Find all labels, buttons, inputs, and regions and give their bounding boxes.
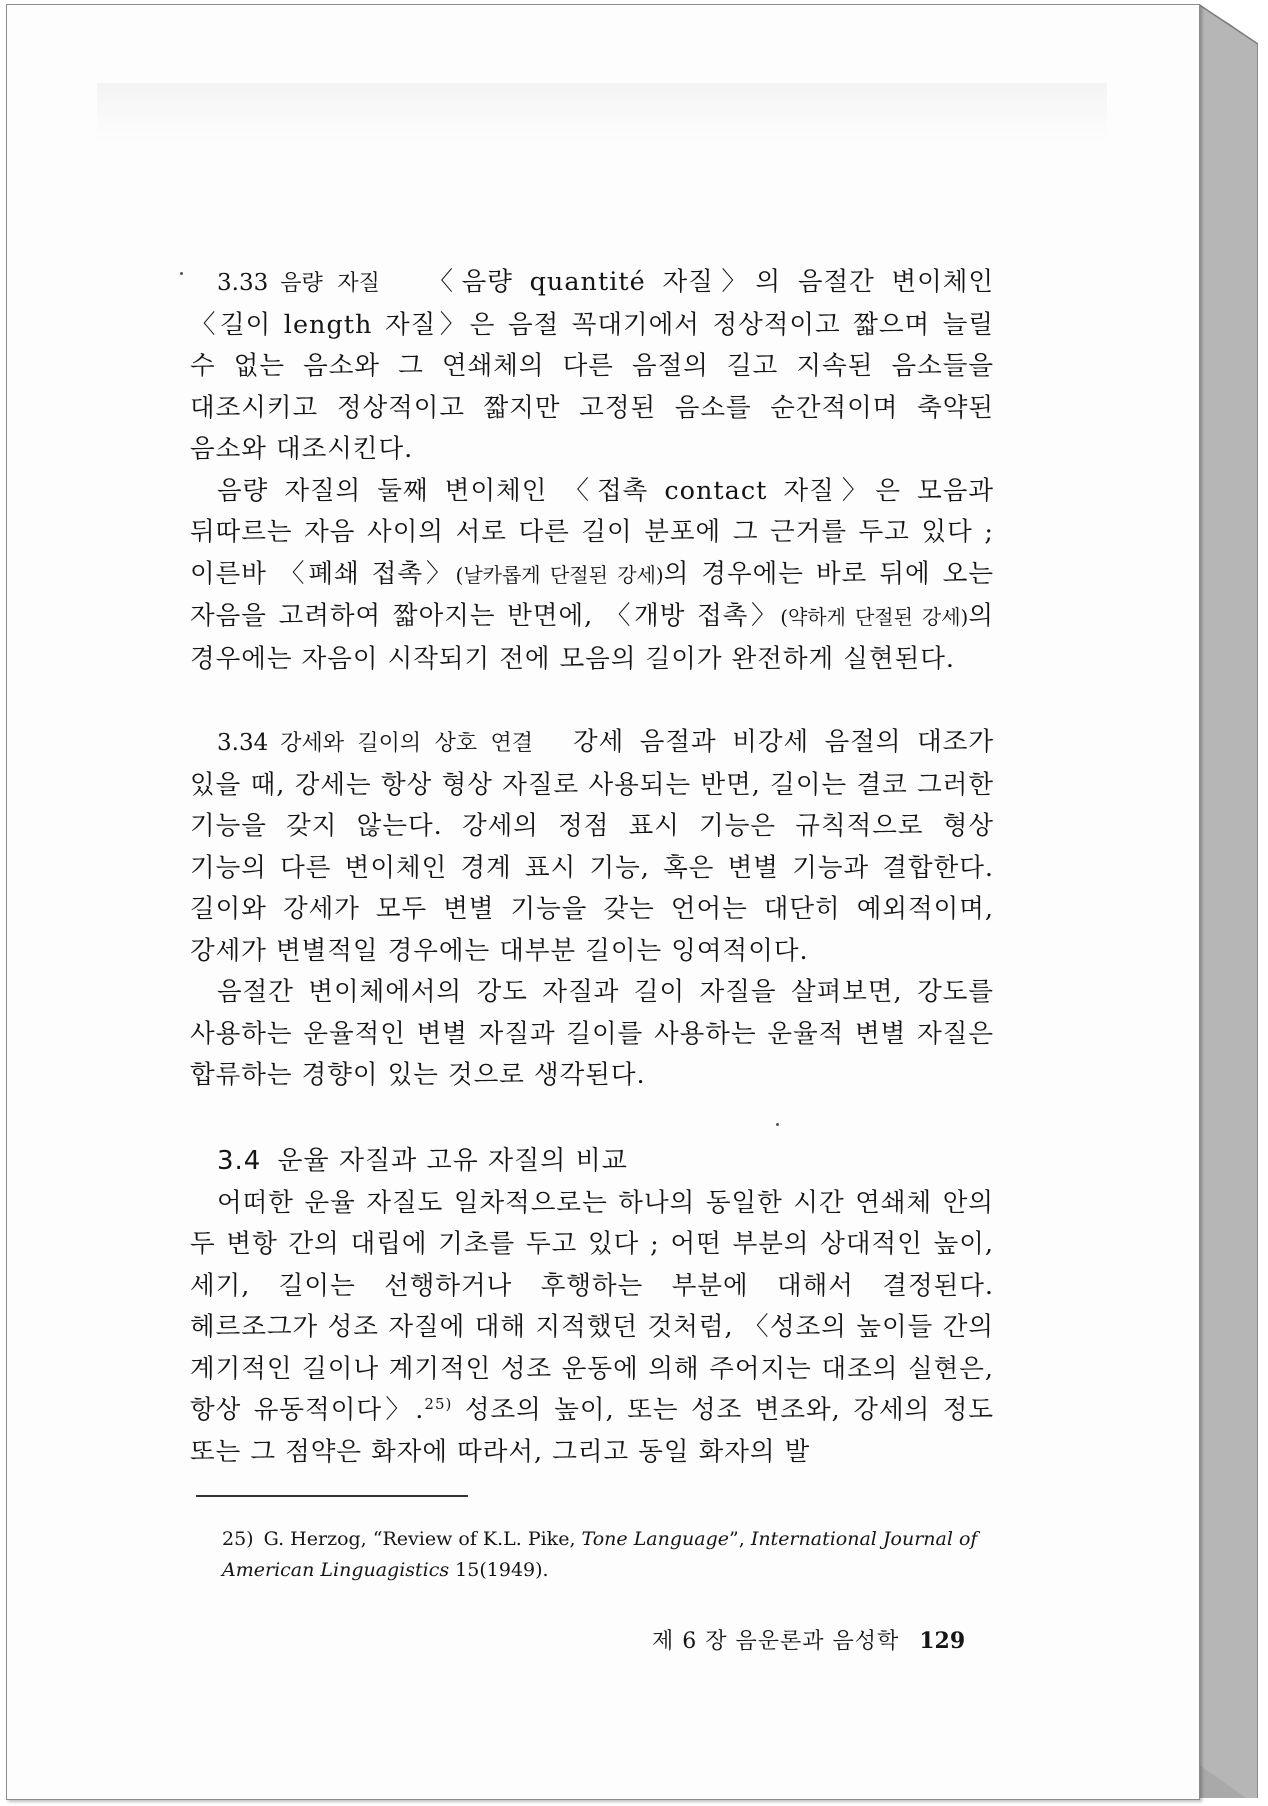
paragraph-text: 어떠한 운율 자질도 일차적으로는 하나의 동일한 시간 연쇄체 안의 두 변항 간의 대립에 기초를 두고 있다 ; 어떤 부분의 상대적인 높이, 세기, 길이는 선행하거나 후행하는 부분에 대해서 결정된다. 헤르조그가 성조 자질에 대해 지적했던 것처럼, 〈성조의 높이들 간의 계기적인 길이나 계기적인 성조 운동에 의해 주어지는 대조의 실현은, 항상 유동적이다〉. xyxy=(190,1187,994,1425)
paragraph-text: 음절간 변이체에서의 강도 자질과 길이 자질을 살펴보면, 강도를 사용하는 운율적인 변별 자질과 길이를 사용하는 운율적 변별 자질은 합류하는 경향이 있는 것으로 생각된다. xyxy=(190,977,994,1090)
paragraph-text: 의 경우에는 바로 뒤에 오는 자음을 고려하여 짧아지는 반면에, 〈개방 접촉〉 xyxy=(190,558,994,631)
page-edge xyxy=(1198,4,1258,1798)
section-title: 운율 자질과 고유 자질의 비교 xyxy=(277,1145,628,1176)
paragraph-text: 〈음량 quantité 자질〉의 음절간 변이체인 〈길이 length 자질〉은 음절 꼭대기에서 정상적이고 짧으며 늘릴 수 없는 음소와 그 연쇄체의 다른 음절의 길고 지속된 음소들을 대조시키고 정상적이고 짧지만 고정된 음소를 순간적이며 축약된 음소와 대조시킨다. xyxy=(190,267,994,464)
section-title: 음량 자질 xyxy=(280,271,380,296)
footnote-text: ”, xyxy=(729,1528,751,1550)
paragraph-text: 성조의 높이, 또는 성조 변조와, 강세의 정도 또는 그 점약은 화자에 따라서, 그리고 동일 화자의 발 xyxy=(190,1395,994,1467)
footnote-text: G. Herzog, “Review of K.L. Pike, xyxy=(263,1528,582,1550)
section-3-34-paragraph-1 xyxy=(190,722,994,972)
page-number: 129 xyxy=(919,1628,966,1654)
footnote-journal: International Journal of American Linguagistics xyxy=(222,1528,978,1581)
paragraph-text: 강세 음절과 비강세 음절의 대조가 있을 때, 강세는 항상 형상 자질로 사용되는 반면, 길이는 결코 그러한 기능을 갖지 않는다. 강세의 정점 표시 기능은 규칙적으로 형상 기능의 다른 변이체인 경계 표시 기능, 혹은 변별 기능과 결합한다. 길이와 강세가 모두 변별 기능을 갖는 언어는 대단히 예외적이며, 강세가 변별적일 경우에는 대부분 길이는 잉여적이다. xyxy=(190,727,994,966)
footnote-number: 25) xyxy=(222,1528,254,1550)
parenthetical-note: (날카롭게 단절된 강세) xyxy=(455,562,664,587)
section-number: 3.33 xyxy=(217,270,269,296)
footnote-ref[interactable]: 25) xyxy=(424,1395,453,1413)
section-3-33-paragraph-2 xyxy=(190,471,994,681)
section-3-33-paragraph-1 xyxy=(190,262,994,471)
scan-speck xyxy=(180,272,183,275)
section-3-34-paragraph-2 xyxy=(190,972,994,1097)
running-footer xyxy=(652,1624,965,1655)
section-number: 3.34 xyxy=(217,730,269,756)
section-3-4-paragraph-1 xyxy=(190,1183,994,1474)
footnote-text: 15(1949). xyxy=(449,1559,549,1581)
chapter-title: 제 6 장 음운론과 음성학 xyxy=(652,1629,900,1654)
section-number: 3.4 xyxy=(217,1145,262,1176)
paragraph-text: 음량 자질의 둘째 변이체인 〈접촉 contact 자질〉은 모음과 뒤따르는 자음 사이의 서로 다른 길이 분포에 그 근거를 두고 있다 ; 이른바 〈폐쇄 접촉〉 xyxy=(190,475,994,589)
footnote-divider xyxy=(196,1495,468,1497)
section-title: 강세와 길이의 상호 연결 xyxy=(280,731,533,756)
footnote-title: Tone Language xyxy=(581,1528,730,1550)
section-3-4-heading xyxy=(190,1139,994,1183)
body-text xyxy=(190,262,994,1473)
paragraph-text: 의 경우에는 자음이 시작되기 전에 모음의 길이가 완전하게 실현된다. xyxy=(190,601,994,674)
scan-shading xyxy=(97,83,1107,143)
footnote xyxy=(222,1524,1002,1586)
parenthetical-note: (약하게 단절된 강세) xyxy=(780,605,969,629)
